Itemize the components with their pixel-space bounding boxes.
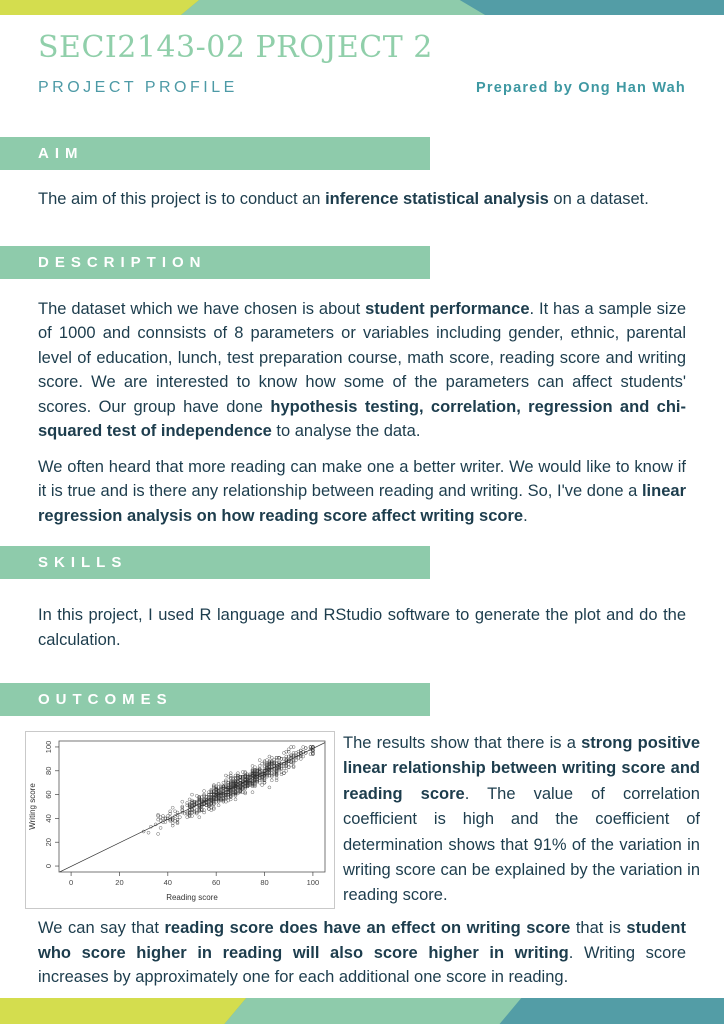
svg-text:Writing score: Writing score xyxy=(28,783,37,830)
section-bar-skills xyxy=(0,546,430,579)
svg-text:20: 20 xyxy=(44,838,53,847)
top-color-band xyxy=(0,0,724,15)
subtitle-row xyxy=(38,79,686,97)
skills-paragraph: In this project, I used R language and RStudio software to generate the plot and do the calculation. xyxy=(38,606,686,649)
svg-text:80: 80 xyxy=(260,878,269,887)
aim-paragraph: The aim of this project is to conduct an inference statistical analysis on a dataset. xyxy=(38,190,649,208)
svg-text:0: 0 xyxy=(69,878,74,887)
section-bar-description xyxy=(0,246,430,279)
section-label-description: DESCRIPTION xyxy=(38,253,207,271)
svg-text:100: 100 xyxy=(306,878,320,887)
header xyxy=(0,30,724,97)
svg-text:80: 80 xyxy=(44,766,53,775)
outcomes-paragraph-2: We can say that reading score does have an effect on writing score that is student who score higher in reading will also score higher in writing. Writing score increases by approximately one for each additional one score in reading. xyxy=(38,919,686,986)
bottom-color-band xyxy=(0,998,724,1024)
svg-text:40: 40 xyxy=(44,814,53,823)
outcomes-paragraph-1: The results show that there is a strong positive linear relationship between writing score and reading score. The value of correlation coefficient is high and the coefficient of determination shows that 91% of the variation in writing score can be explained by the variation in reading score. xyxy=(343,734,700,905)
section-label-outcomes: OUTCOMES xyxy=(38,691,173,708)
svg-text:100: 100 xyxy=(44,740,53,754)
section-label-aim: AIM xyxy=(38,145,84,162)
subtitle: PROJECT PROFILE xyxy=(38,79,238,96)
svg-text:60: 60 xyxy=(44,790,54,799)
description-paragraph-1: The dataset which we have chosen is about student performance. It has a sample size of 1000 and connsists of 8 parameters or variables including gender, ethnic, parental level of education, lunch, test preparation course, math score, reading score and writing score. We are interested to know how some of the parameters can affect students' scores. Our group have done hypothesis testing, correlation, regression and chi-squared test of independence to analyse the data. xyxy=(38,299,686,440)
scatter-plot-canvas xyxy=(26,732,334,908)
description-paragraph-2: We often heard that more reading can make one a better writer. We would like to know if it is true and is there any relationship between reading and writing. So, I've done a linear regression analysis on how reading score affect writing score. xyxy=(38,457,686,525)
section-label-skills: SKILLS xyxy=(38,554,128,571)
svg-text:0: 0 xyxy=(44,863,53,869)
svg-text:Reading score: Reading score xyxy=(166,893,218,902)
svg-text:60: 60 xyxy=(212,878,221,887)
svg-text:40: 40 xyxy=(163,878,172,887)
outcomes-row xyxy=(0,731,724,909)
section-bar-aim xyxy=(0,137,430,170)
prepared-by: Prepared by Ong Han Wah xyxy=(476,80,686,96)
scatter-plot xyxy=(25,731,335,909)
page-title: SECI2143-02 PROJECT 2 xyxy=(38,30,433,65)
section-bar-outcomes xyxy=(0,683,430,716)
svg-text:20: 20 xyxy=(115,878,124,887)
